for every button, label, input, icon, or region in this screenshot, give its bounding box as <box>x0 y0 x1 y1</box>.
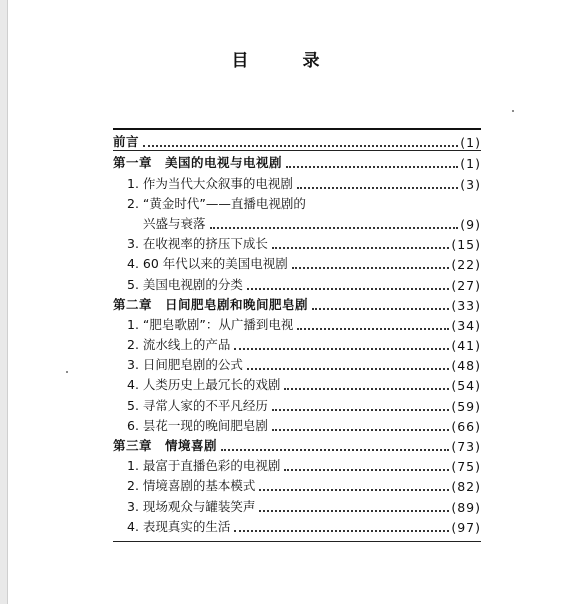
toc-item[interactable] <box>113 353 481 373</box>
toc-item-label: 2. 流水线上的产品 <box>127 337 231 353</box>
dot-leader <box>272 247 449 249</box>
toc-page-number: (59) <box>451 398 481 414</box>
toc-page-number: (1) <box>460 135 481 151</box>
toc-page-number: (9) <box>460 216 481 232</box>
toc-item-label: 3. 现场观众与罐装笑声 <box>127 498 256 514</box>
toc-item[interactable] <box>113 373 481 393</box>
dot-leader <box>143 145 458 147</box>
toc-page-number: (54) <box>451 378 481 394</box>
dot-leader <box>284 469 449 471</box>
toc-item-label: 6. 昙花一现的晚间肥皂剧 <box>127 417 268 433</box>
dot-leader <box>234 348 449 350</box>
dot-leader <box>247 368 449 370</box>
toc-bottom-rule <box>113 541 481 542</box>
toc-page-number: (27) <box>451 277 481 293</box>
dot-leader <box>247 288 449 290</box>
toc-page-number: (41) <box>451 338 481 354</box>
toc-item-label: 兴盛与衰落 <box>143 215 206 231</box>
toc-item-label: 2. “黄金时代”——直播电视剧的 <box>127 195 306 211</box>
toc-item[interactable] <box>113 212 481 232</box>
toc-item[interactable] <box>113 515 481 535</box>
toc-item[interactable] <box>113 454 481 474</box>
dot-leader <box>312 308 449 310</box>
dot-leader <box>259 489 449 491</box>
toc-item-label: 1. 最富于直播色彩的电视剧 <box>127 458 281 474</box>
toc-item-label: 1. “肥皂歌剧”：从广播到电视 <box>127 316 294 332</box>
dot-leader <box>286 166 458 168</box>
toc-chapter[interactable] <box>113 130 481 150</box>
toc-item-label: 3. 在收视率的挤压下成长 <box>127 236 268 252</box>
toc-chapter-label: 第一章 美国的电视与电视剧 <box>113 155 283 171</box>
table-of-contents <box>113 128 481 542</box>
dot-leader <box>259 510 449 512</box>
dot-leader <box>210 227 459 229</box>
toc-item-label: 4. 表现真实的生活 <box>127 518 231 534</box>
toc-item[interactable] <box>113 232 481 252</box>
toc-page-number: (34) <box>451 317 481 333</box>
toc-item[interactable] <box>113 474 481 494</box>
dot-leader <box>221 449 449 451</box>
toc-page-number: (89) <box>451 499 481 515</box>
toc-item-label: 5. 美国电视剧的分类 <box>127 276 243 292</box>
toc-page-number: (33) <box>451 297 481 313</box>
scan-speck <box>66 371 68 373</box>
dot-leader <box>292 267 450 269</box>
dot-leader <box>297 187 458 189</box>
toc-item-label: 1. 作为当代大众叙事的电视剧 <box>127 175 293 191</box>
page-title: 目 录 <box>231 51 344 71</box>
page-left-edge <box>0 0 8 604</box>
toc-chapter-label: 第二章 日间肥皂剧和晚间肥皂剧 <box>113 296 309 312</box>
toc-item-label: 2. 情境喜剧的基本模式 <box>127 478 256 494</box>
toc-item-label: 4. 60 年代以来的美国电视剧 <box>127 256 288 272</box>
toc-item[interactable] <box>113 333 481 353</box>
toc-item[interactable] <box>113 313 481 333</box>
toc-chapter-label: 第三章 情境喜剧 <box>113 438 218 453</box>
dot-leader <box>297 328 449 330</box>
toc-item[interactable] <box>113 414 481 434</box>
dot-leader <box>272 429 449 431</box>
toc-item[interactable] <box>113 171 481 191</box>
toc-chapter[interactable] <box>113 293 481 313</box>
toc-chapter[interactable] <box>113 151 481 171</box>
toc-page-number: (97) <box>451 519 481 535</box>
toc-item[interactable] <box>113 252 481 272</box>
toc-item-label: 4. 人类历史上最冗长的戏剧 <box>127 377 281 393</box>
toc-page-number: (22) <box>451 257 481 273</box>
toc-page-number: (66) <box>451 418 481 434</box>
toc-page-number: (3) <box>460 176 481 192</box>
dot-leader <box>284 388 449 390</box>
toc-page-number: (75) <box>451 459 481 475</box>
toc-item-label: 5. 寻常人家的不平凡经历 <box>127 397 268 413</box>
toc-page-number: (73) <box>451 439 481 454</box>
toc-page-number: (1) <box>460 156 481 172</box>
toc-page-number: (82) <box>451 479 481 495</box>
toc-chapter-label: 前言 <box>113 134 140 150</box>
toc-chapter[interactable] <box>113 434 481 454</box>
toc-item-label: 3. 日间肥皂剧的公式 <box>127 357 243 373</box>
toc-page-number: (15) <box>451 237 481 253</box>
toc-item[interactable] <box>113 393 481 413</box>
toc-item-line <box>113 192 481 212</box>
scan-speck <box>512 110 514 112</box>
dot-leader <box>272 409 449 411</box>
toc-page-number: (48) <box>451 358 481 374</box>
toc-item[interactable] <box>113 494 481 514</box>
toc-item[interactable] <box>113 272 481 292</box>
toc-entries <box>113 130 481 535</box>
dot-leader <box>234 530 449 532</box>
